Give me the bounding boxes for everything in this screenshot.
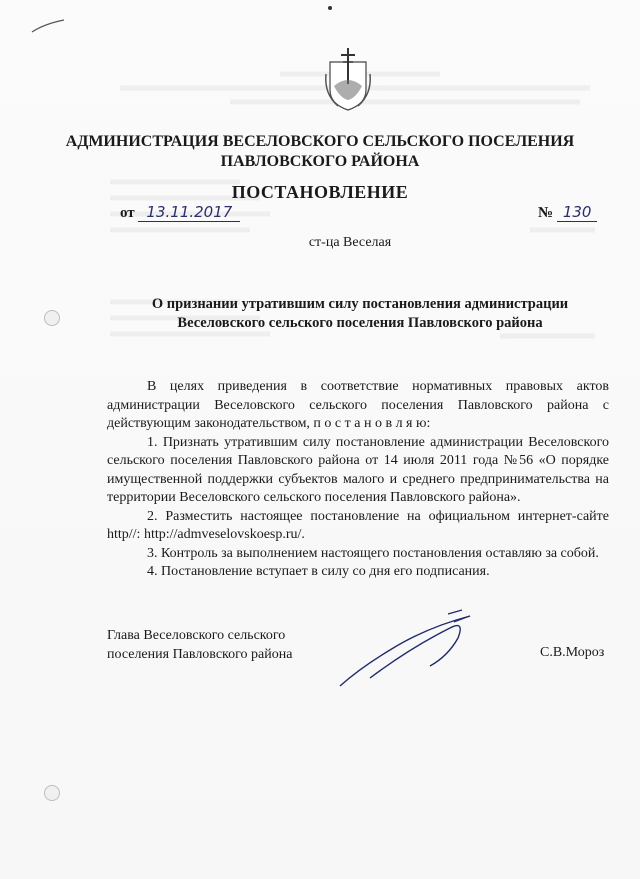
number-prefix: № bbox=[538, 205, 554, 221]
issuer-line-2: ПАВЛОВСКОГО РАЙОНА bbox=[220, 153, 420, 170]
item-1: 1. Признать утратившим силу постановление администрации Веселовского сельского поселения Павловского района от 14 июля 2011 года №56 «О порядке имущественной поддержки субъектов малого и среднего предпринимательства на территории Веселовского сельского поселения Павловского района». bbox=[107, 434, 609, 505]
issuer-line-1: АДМИНИСТРАЦИЯ ВЕСЕЛОВСКОГО СЕЛЬСКОГО ПОСЕЛЕНИЯ bbox=[65, 133, 575, 150]
subject-line-1: О признании утратившим силу постановления администрации bbox=[151, 296, 569, 312]
document-subject bbox=[0, 295, 640, 333]
signatory-position bbox=[107, 626, 292, 664]
scan-mark bbox=[30, 16, 70, 36]
signatory-name: С.В.Мороз bbox=[540, 645, 605, 660]
document-body bbox=[107, 378, 609, 582]
punch-hole-bottom bbox=[44, 785, 60, 801]
number-handwritten: 130 bbox=[557, 203, 598, 222]
date-prefix: от bbox=[120, 205, 135, 221]
item-2: 2. Разместить настоящее постановление на официальном интернет-сайте http//: http://admveselovskoesp.ru/. bbox=[107, 508, 609, 542]
place-of-issue: ст-ца Веселая bbox=[308, 235, 392, 250]
scan-dot bbox=[328, 6, 332, 10]
handwritten-signature bbox=[330, 608, 480, 698]
item-4: 4. Постановление вступает в силу со дня его подписания. bbox=[147, 564, 490, 579]
subject-line-2: Веселовского сельского поселения Павловского района bbox=[177, 315, 543, 331]
intro-paragraph: В целях приведения в соответствие нормативных правовых актов администрации Веселовского сельского поселения Павловского района с действующим законодательством, п о с т а н о в л я ю: bbox=[107, 379, 609, 431]
signatory-position-line-2: поселения Павловского района bbox=[107, 647, 293, 662]
document-type-title: ПОСТАНОВЛЕНИЕ bbox=[231, 182, 409, 202]
item-3: 3. Контроль за выполнением настоящего постановления оставляю за собой. bbox=[147, 545, 599, 561]
issuer-header bbox=[0, 132, 640, 172]
signatory-position-line-1: Глава Веселовского сельского bbox=[107, 628, 286, 643]
number-line bbox=[538, 203, 597, 222]
date-line bbox=[120, 203, 240, 222]
date-handwritten: 13.11.2017 bbox=[138, 203, 240, 222]
coat-of-arms-emblem bbox=[322, 44, 374, 114]
